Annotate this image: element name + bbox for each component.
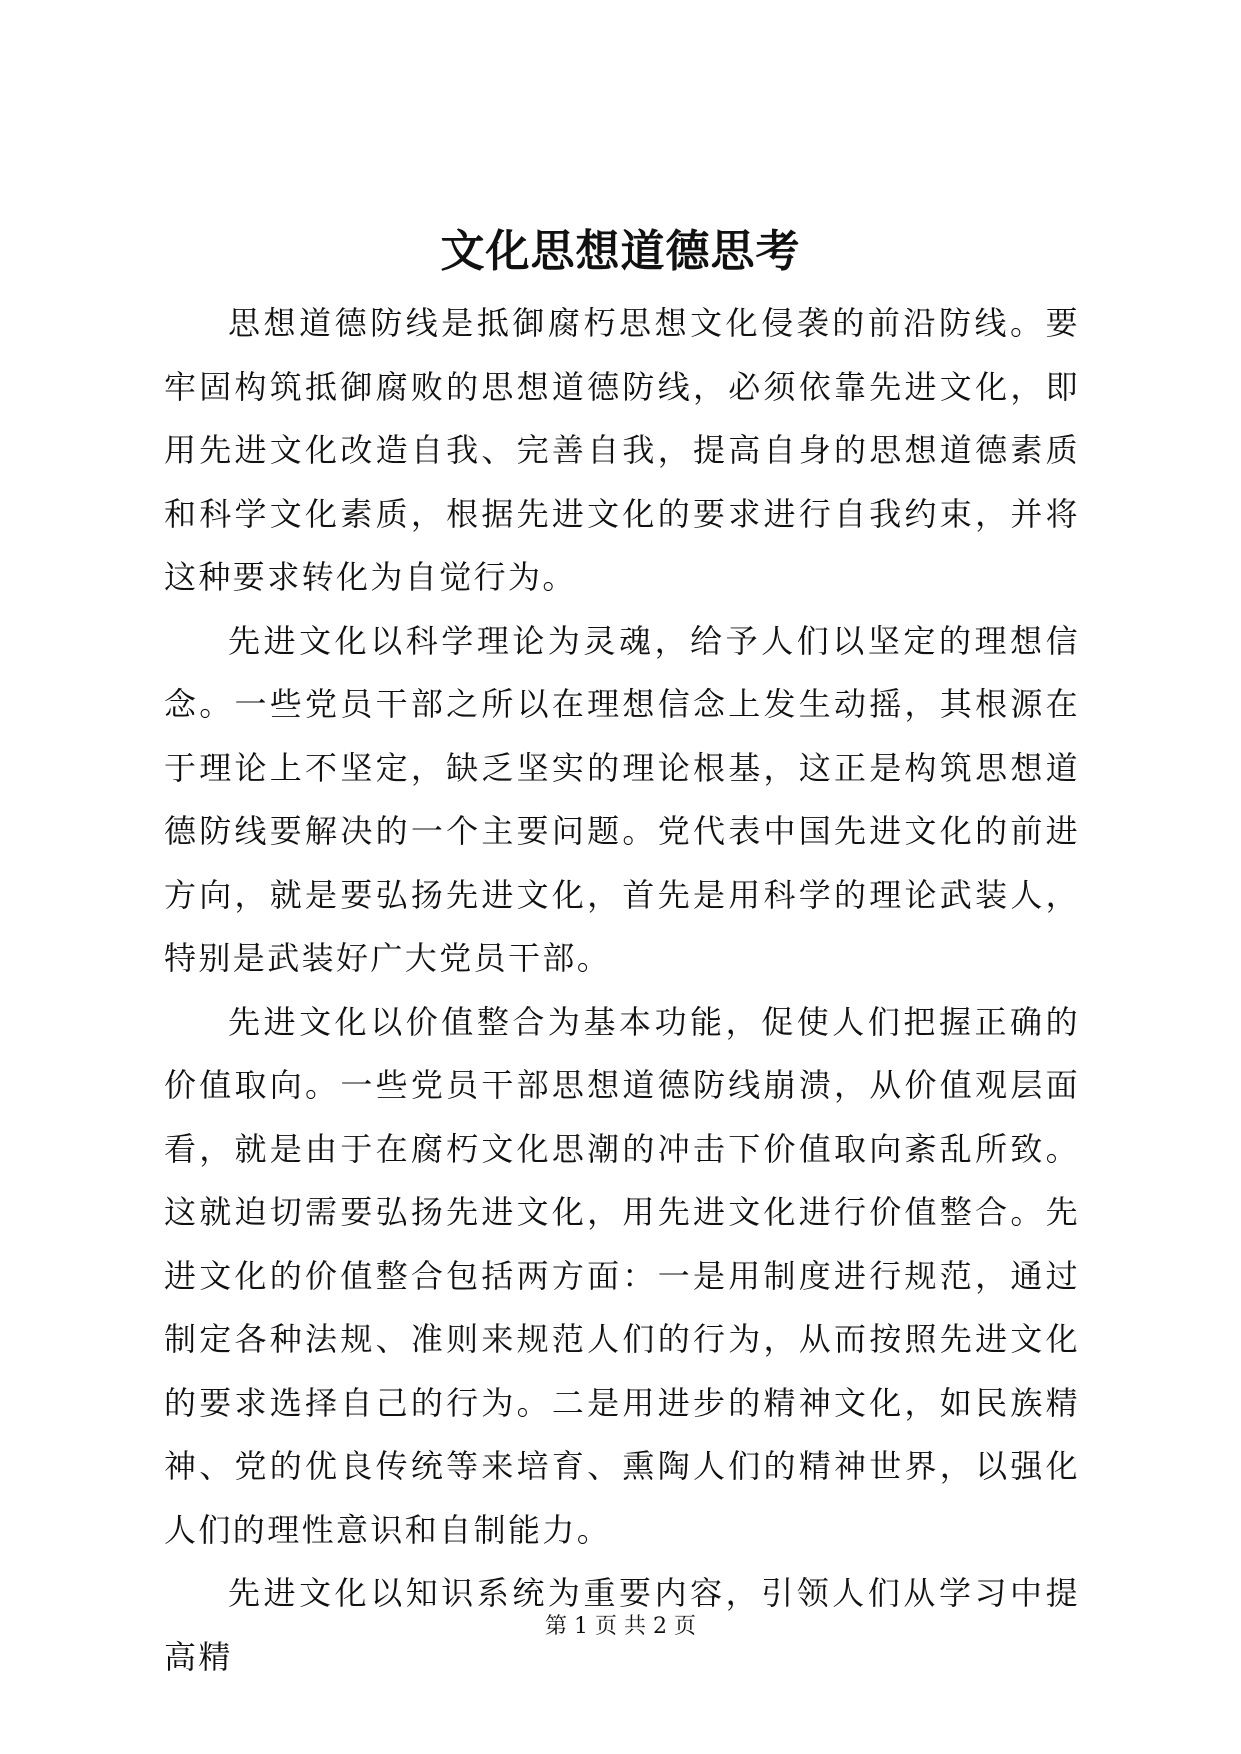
document-body xyxy=(164,292,1080,1689)
paragraph-4: 先进文化以知识系统为重要内容，引领人们从学习中提高精 xyxy=(164,1574,1080,1676)
page-number-footer: 第 1 页 共 2 页 xyxy=(545,1614,696,1639)
paragraph-1: 思想道德防线是抵御腐朽思想文化侵袭的前沿防线。要牢固构筑抵御腐败的思想道德防线，必须依靠先进文化，即用先进文化改造自我、完善自我，提高自身的思想道德素质和科学文化素质，根据先进文化的要求进行自我约束，并将这种要求转化为自觉行为。 xyxy=(164,304,1080,596)
document-title: 文化思想道德思考 xyxy=(440,226,801,277)
paragraph-2: 先进文化以科学理论为灵魂，给予人们以坚定的理想信念。一些党员干部之所以在理想信念上发生动摇，其根源在于理论上不坚定，缺乏坚实的理论根基，这正是构筑思想道德防线要解决的一个主要问题。党代表中国先进文化的前进方向，就是要弘扬先进文化，首先是用科学的理论武装人，特别是武装好广大党员干部。 xyxy=(164,621,1080,977)
paragraph-3: 先进文化以价值整合为基本功能，促使人们把握正确的价值取向。一些党员干部思想道德防线崩溃，从价值观层面看，就是由于在腐朽文化思潮的冲击下价值取向紊乱所致。这就迫切需要弘扬先进文化，用先进文化进行价值整合。先进文化的价值整合包括两方面：一是用制度进行规范，通过制定各种法规、准则来规范人们的行为，从而按照先进文化的要求选择自己的行为。二是用进步的精神文化，如民族精神、党的优良传统等来培育、熏陶人们的精神世界，以强化人们的理性意识和自制能力。 xyxy=(164,1002,1080,1549)
